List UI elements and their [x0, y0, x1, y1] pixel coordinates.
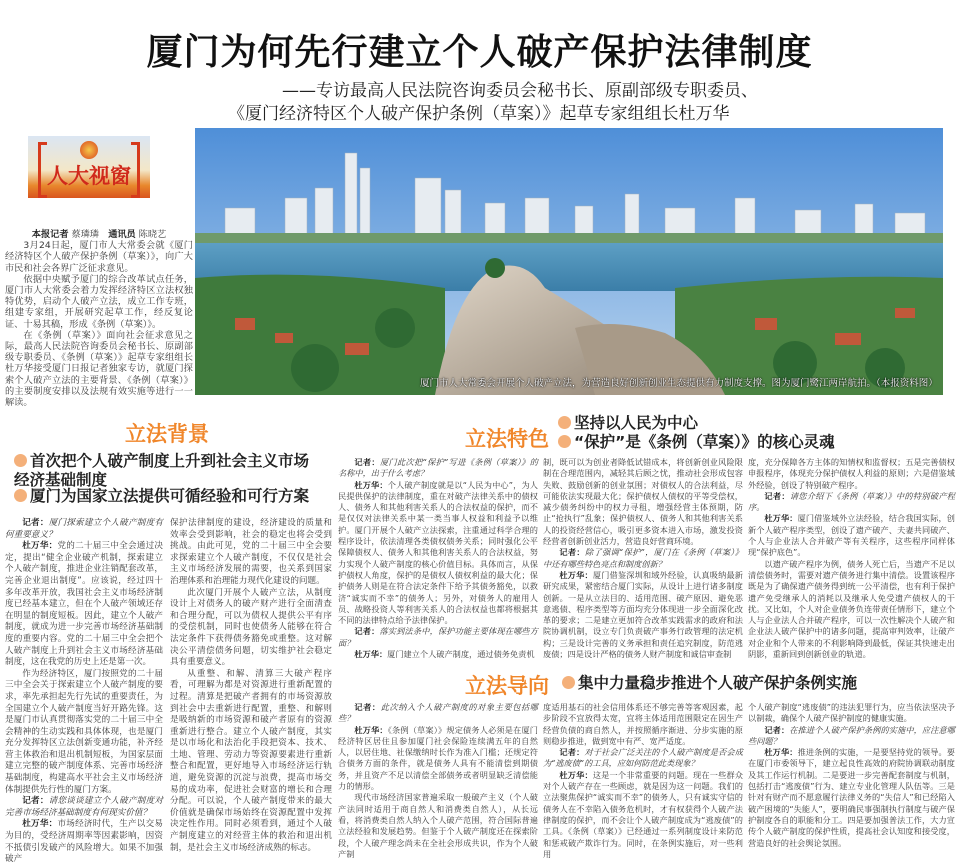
paragraph-text: 作为经济特区，厦门按照党的二十届三中全会关于探索建立个人破产制度的要求，率先承担起先行先试的重要责任，为全国建立个人破产制度当好开路先锋。这是厦门市认真贯彻落实党的二十届三中全会精神的生动实践和具体体现，也是厦门充分发挥特区立法创新变通功能，补齐经营主体救治和退出机制短板，为国家层面建立完整的破产制度体系、完善市场经济基础制度，构建高水平社会主义市场经济体制提供先行性的厦门方案。 — [5, 668, 163, 795]
article-paragraph — [5, 669, 163, 797]
photo-caption: 厦门市人大常委会开展个人破产立法，为营造良好创新创业生态提供有力制度支撑。图为厦门鹭江两岸航拍。（本报资料图） — [420, 378, 938, 389]
interviewee-answer — [338, 725, 538, 793]
news-photo — [195, 128, 943, 395]
article-column-2 — [170, 518, 332, 854]
paragraph-text: 依据中央赋予厦门的综合改革试点任务，厦门市人大常委会着力发挥经济特区立法权独特优势，启动个人破产立法，成立工作专班，组建专家组，开展研究起草工作，经反复论证、十易其稿，形成《条例（草案）》。 — [5, 273, 193, 330]
paragraph-text: 从重整、和解、清算三大破产程序看，可理解为都是对资源进行重新配置的过程。清算是把破产者拥有的市场资源放到社会中去重新进行配置，重整、和解则是吸纳新的市场资源和破产者原有的资源重新进行整合。建立个人破产制度，其实是以市场化和法治化手段把资本、技术、土地、管理、劳动力等资源要素进行重新整合和配置，更好地导入市场经济运行轨道，避免资源的沉淀与浪费，提高市场交易的成功率，促进社会财富的增长和合理分配。可以说，个人破产制度带来的最大价值就是确保市场始终在资源配置中发挥决定性作用。同时必须看到，通过个人破产制度建立的对经营主体的救治和退出机制，是社会主义市场经济成熟的标志。 — [170, 668, 332, 853]
article-paragraph — [748, 559, 955, 661]
interviewee-answer — [543, 770, 743, 860]
paragraph-text: 落实到法条中，保护功能主要体现在哪些方面？ — [338, 626, 538, 648]
interviewee-answer — [5, 819, 163, 865]
paragraph-text: 对于社会广泛关注的个人破产制度是否会成为“逃废债”的工具，应如何防范此类现象？ — [543, 747, 743, 769]
paragraph-text: 《条例（草案）》规定债务人必须是在厦门经济特区居住且参加厦门社会保险连续满五年的自然人，以居住地、社保缴纳时长作为准入门槛；还规定符合债务方面的条件，就是债务人具有不能清偿到期债务，并且资产不足以清偿全部债务或者明显缺乏清偿能力的情形。 — [338, 724, 538, 792]
bullet-dot-icon — [562, 676, 575, 689]
subtitle-line-2: 《厦门经济特区个人破产保护条例（草案）》起草专家组组长杜万华 — [228, 104, 730, 124]
bullet-text: 集中力量稳步推进个人破产保护条例实施 — [578, 674, 858, 692]
article-paragraph — [170, 588, 332, 669]
bullet-text: 坚持以人民为中心 — [574, 414, 699, 432]
bullet-dot-icon — [558, 435, 571, 448]
speaker-label: 记者： — [22, 518, 49, 528]
paragraph-text: 个人破产制度就是以“人民为中心”，为人民提供保护的法律制度，重在对破产法律关系中的债权人、债务人和其他利害关系人的合法权益的保护，而不是仅仅对法律关系中某一类当事人权益和利益予以维护。厦门开展个人破产立法探索，注重通过科学合理的程序设计，依法清理各类债权债务关系；同时强化公平保障债权人、债务人和其他利害关系人的合法权益，努力实现个人破产制度的核心价值目标。具体而言，从保护债权人角度，保护的是债权人债权利益的最大化；保护债务人则是在符合法定条件下给予其债务豁免，以救济“诚实而不幸”的债务人；另外，对债务人的雇用人员、战略投资人等利害关系人的合法权益也都将根据其不同的法律特点给予法律保护。 — [338, 479, 538, 626]
reporter-question — [5, 518, 163, 541]
article-paragraph — [338, 792, 538, 860]
bullet-dot-icon — [14, 454, 27, 467]
article-paragraph — [170, 669, 332, 855]
speaker-label: 记者： — [764, 724, 790, 735]
paragraph-text: 市场经济时代，生产以交易为目的，受经济周期率等因素影响，因资不抵债引发破产的风险增大。如果不加强破产 — [5, 819, 163, 865]
article-paragraph — [5, 274, 193, 330]
speaker-label: 杜万华： — [559, 769, 593, 780]
section-title-orientation: 立法导向 — [465, 674, 549, 698]
reporter-label: 本报记者 — [31, 229, 69, 240]
paragraph-text: 厦门借鉴域外立法经验，结合我国实际，创新个人破产程序类型，创设了遗产破产、夫妻共同破产、个人与企业法人合并破产等有关程序，这些程序同样体现“保护底色”。 — [748, 513, 955, 558]
paragraph-text: 这是一个非常重要的问题。现在一些群众对个人破产存在一些顾虑，就是因为这一问题。我们的立法聚焦保护“诚实而不幸”的债务人，只有诚实守信的债务人在不幸陷入债务危机时，才有权获得个人破产法律制度的保护，而不会让个人破产制度成为“逃废债”的工具。《条例（草案）》已经通过一系列制度设计来防范和惩戒破产欺诈行为。同时，在条例实施后，对一些利用 — [543, 769, 743, 859]
paragraph-text: 厦门建立个人破产制度，通过债务免责机 — [387, 649, 535, 660]
speaker-label: 记者： — [22, 796, 49, 807]
paragraph-text: 厦门探索建立个人破产制度有何重要意义？ — [5, 518, 163, 540]
speaker-label: 杜万华： — [559, 569, 593, 580]
subtitle-line-1: ——专访最高人民法院咨询委员会秘书长、原副部级专职委员、 — [282, 81, 758, 101]
speaker-label: 记者： — [559, 747, 585, 758]
article-paragraph — [5, 240, 193, 274]
speaker-label: 杜万华： — [354, 724, 388, 735]
paragraph-text: 度适用基石的社会信用体系还不够完善等客观因素，起步阶段不宜放得太宽，宜将主体适用范围限定在因生产经营负债的商自然人，并按照循序渐进、分步实施的原则稳步推进，做到宽中有严、宽严适度。 — [543, 702, 743, 746]
speaker-label: 记者： — [354, 457, 380, 467]
speaker-label: 杜万华： — [22, 819, 58, 830]
paragraph-text: 推进条例的实施，一是要坚持党的领导。要在厦门市委领导下，建立起良性高效的府院协调联动制度及其工作运行机制。二是要进一步完善配套制度与机制，包括打击“逃废债”行为、建立专业化管理人队伍等。三是针对有财产而不愿意履行法律义务的“失信人”和已经陷入破产困境的“失能人”，要明确民事强制执行制度与破产保护制度各自的职能和分工。四是要加强普法工作，大力宣传个人破产制度的保护性质，提高社会认知度和接受度，营造良好的社会舆论氛围。 — [748, 747, 955, 848]
paragraph-text: 在《条例（草案）》面向社会征求意见之际，最高人民法院咨询委员会秘书长、原副部级专职委员、《条例（草案）》起草专家组组长杜万华接受厦门日报记者独家专访，就厦门探索个人破产立法的主要背景、《条例（草案）》的主要制度安排以及法规有效实施等进行一一解读。 — [5, 329, 193, 409]
bullet-text: 首次把个人破产制度上升到社会主义市场经济基础制度 — [14, 452, 310, 489]
speaker-label: 记者： — [764, 490, 790, 501]
paragraph-text: 在推进个人破产保护条例的实施中，应注意哪些问题？ — [748, 724, 955, 746]
correspondent-name: 陈晓艺 — [138, 229, 167, 240]
paragraph-text: 度，充分保障各方主体的知情权和监督权；五是完善债权申报程序，体现充分保护债权人利益的原则；六是借鉴域外经验，创设了特别破产程序。 — [748, 457, 955, 490]
bullet-dot-icon — [558, 416, 571, 429]
article-column-8 — [748, 702, 955, 849]
interviewee-answer — [543, 570, 743, 660]
paragraph-text: 党的二十届三中全会通过决定，提出“健全企业破产机制，探索建立个人破产制度，推进企业注销配套改革，完善企业退出制度”。应该说，经过四十多年改革开放，我国社会主义市场经济制度已经基本建立，但在个人破产领域还存在明显的制度短板。因此，建立个人破产制度，就成为进一步完善市场经济基础制度的重要内容。党的二十届三中全会把个人破产制度上升到社会主义市场经济基础制度，这在我党的历史上还是第一次。 — [5, 541, 163, 668]
bullet-dot-icon — [14, 489, 27, 502]
interviewee-answer — [748, 747, 955, 849]
section-title-features: 立法特色 — [465, 427, 549, 451]
section-features-bullet-2 — [558, 433, 835, 452]
section-title-background: 立法背景 — [125, 422, 209, 446]
xiamen-aerial-photo — [195, 128, 943, 395]
paragraph-text: 请您谈谈建立个人破产制度对完善市场经济基础制度有何现实价值？ — [5, 796, 163, 818]
reporter-question — [543, 747, 743, 770]
column-logo — [28, 136, 150, 198]
bullet-text: 厦门为国家立法提供可循经验和可行方案 — [30, 487, 310, 505]
bullet-text: “保护”是《条例（草案）》的核心灵魂 — [574, 433, 835, 451]
reporter-question — [543, 547, 743, 570]
section-background-bullet-2 — [14, 487, 334, 506]
article-intro-column — [5, 229, 193, 408]
reporter-question — [748, 491, 955, 514]
article-paragraph — [543, 702, 743, 747]
article-column-3 — [338, 457, 538, 660]
article-paragraph — [543, 457, 743, 547]
column-logo-label: 人大视窗 — [47, 164, 131, 188]
reporter-name: 蔡璘璘 — [71, 229, 99, 240]
reporter-question — [748, 725, 955, 748]
correspondent-label: 通讯员 — [108, 229, 136, 240]
speaker-label: 杜万华： — [22, 541, 58, 552]
interviewee-answer — [748, 513, 955, 558]
section-orientation-bullet-1 — [562, 674, 857, 693]
interviewee-answer — [338, 649, 538, 660]
article-column-7 — [543, 702, 743, 860]
speaker-label: 记者： — [354, 702, 381, 712]
article-paragraph — [748, 457, 955, 491]
article-column-6 — [338, 702, 538, 860]
national-emblem-icon — [80, 141, 98, 159]
article-column-4 — [543, 457, 743, 660]
interviewee-answer — [5, 541, 163, 669]
interviewee-answer — [338, 480, 538, 627]
speaker-label: 杜万华： — [764, 747, 798, 758]
headline: 厦门为何先行建立个人破产保护法律制度 — [146, 32, 813, 73]
article-paragraph — [748, 702, 955, 725]
reporter-question — [338, 626, 538, 649]
paragraph-text: 厦门借鉴深圳和域外经验，认真吸纳最新研究成果，紧密结合厦门实际，从设计上进行诸多制度创新。一是从立法目的、适用范围、破产原因、避免恶意逃债、程序类型等方面均充分体现进一步全面深化改革的要求；二是建立更加符合改革实践需求的政府和法院协调机制，设立专门负责破产事务行政管理的法定机构；三是设计完善的义务承担和责任追究制度，防范逃废债；四是设计严格的债务人财产制度和诚信审查制 — [543, 569, 743, 660]
article-paragraph — [170, 518, 332, 588]
paragraph-text: 制，既可以为创业者降低试错成本，将创新创业风险限制在合理范围内，减轻其后顾之忧，推动社会形成包容失败、鼓励创新的创业氛围；对债权人的合法利益，尽可能依法实现最大化；保护债权人债权的平等受偿权，减少债务纠纷中的权力寻租，增强经营主体预期，防止“抢执行”乱象；保护债权人、债务人和其他利害关系人的投资经营信心，吸引更多资本进入市场，激发投资经营者创新创业活力，营造良好营商环境。 — [543, 457, 743, 547]
paragraph-text: 除了强调“保护”，厦门在《条例（草案）》中还有哪些特色亮点和制度创新？ — [543, 547, 743, 569]
reporter-question — [5, 796, 163, 819]
paragraph-text: 以遗产破产程序为例，债务人死亡后，当遗产不足以清偿债务时，需要对遗产债务进行集中清偿。设置该程序既是为了确保遗产债务得到统一公平清偿，也有利于保护遗产免受继承人的消耗以及继承人免受遗产债权人的干扰。又比如，个人对企业债务负连带责任情形下，建立个人与企业法人合并破产程序，可以一次性解决个人破产和企业法人破产保护中的诸多问题，提高审判效率，让破产对企业和个人带来的不利影响降到最低，保证其快速走出阴影，重新回到创新创业的轨道。 — [748, 558, 955, 660]
paragraph-text: 此次纳入个人破产制度的对象主要包括哪些？ — [338, 702, 538, 724]
article-paragraph — [5, 330, 193, 408]
reporter-question — [338, 702, 538, 725]
paragraph-text: 现代市场经济国家普遍采取一般破产主义（个人破产法同时适用于商自然人和消费类自然人），从长远看，将消费类自然人纳入个人破产范围，符合国际普遍立法经验和发展趋势。但鉴于个人破产制度还在探索阶段，个人破产理念尚未在全社会形成共识，作为个人破产制 — [338, 792, 538, 859]
speaker-label: 杜万华： — [354, 479, 388, 490]
paragraph-text: 个人破产制度“逃废债”的违法犯罪行为，应当依法坚决予以制裁，确保个人破产保护制度的健康实施。 — [748, 702, 955, 724]
paragraph-text: 保护法律制度的建设，经济建设的质量和效率会受到影响，社会的稳定也将会受到挑战。由此可见，党的二十届三中全会要求探索建立个人破产制度，不仅仅是社会主义市场经济发展的需要，也关系到国家治理体系和治理能力现代化建设的问题。 — [170, 518, 332, 586]
section-background-bullet-1 — [14, 452, 324, 490]
paragraph-text: 厦门此次把“保护”写进《条例（草案）》的名称中，出于什么考虑？ — [338, 457, 538, 479]
section-features-bullet-1 — [558, 414, 698, 433]
paragraph-text: 3月24日起，厦门市人大常委会就《厦门经济特区个人破产保护条例（草案）》，向广大市民和社会各界广泛征求意见。 — [5, 240, 193, 274]
paragraph-text: 请您介绍下《条例（草案）》中的特别破产程序。 — [748, 490, 955, 513]
byline — [5, 229, 193, 240]
speaker-label: 记者： — [559, 547, 585, 558]
speaker-label: 杜万华： — [354, 649, 388, 660]
speaker-label: 记者： — [354, 626, 380, 637]
article-column-1 — [5, 518, 163, 866]
paragraph-text: 此次厦门开展个人破产立法，从制度设计上对债务人的破产财产进行全面清查和合理分配，可以为债权人提供公平有序的受偿机制，同时也使债务人能够在符合法定条件下获得债务豁免或重整。这对解决公平清偿债务问题，切实维护社会稳定具有重要意义。 — [170, 587, 332, 668]
reporter-question — [338, 457, 538, 480]
speaker-label: 杜万华： — [764, 513, 798, 524]
article-column-5 — [748, 457, 955, 660]
